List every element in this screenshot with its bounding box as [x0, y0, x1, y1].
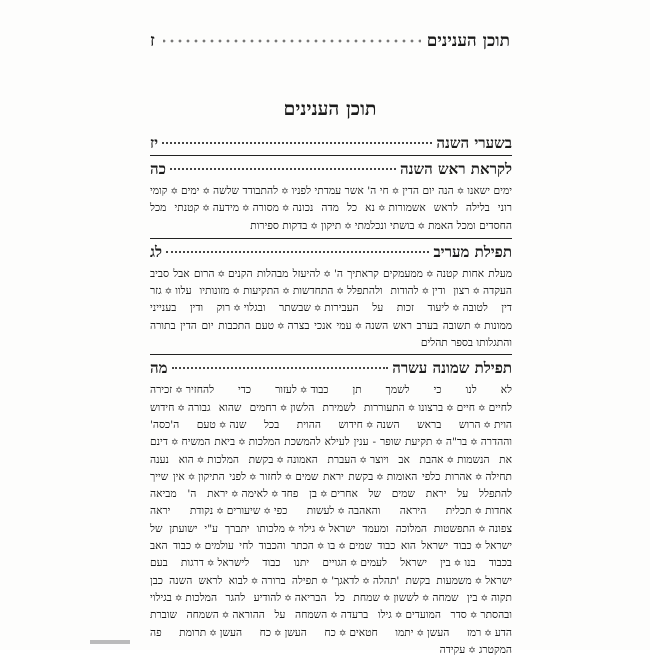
star-separator-icon: ✡ — [299, 386, 308, 397]
star-separator-icon: ✡ — [362, 576, 370, 587]
star-separator-icon: ✡ — [421, 287, 430, 298]
page-number: ז — [150, 31, 155, 51]
toc-entry — [150, 155, 512, 181]
star-separator-icon: ✡ — [344, 221, 352, 232]
toc-subtopic: תקיעת שופר - ענין לעילא להמשכת המלכות — [248, 436, 433, 449]
star-separator-icon: ✡ — [425, 269, 434, 280]
toc-subtopic: עמי אנכי בצרה — [287, 319, 352, 332]
running-header — [150, 30, 510, 52]
toc-subtopic: התעוררות לשמירת הלשון — [290, 401, 405, 414]
toc-entry-title: תפילת שמונה עשרה — [392, 359, 512, 378]
star-separator-icon: ✡ — [316, 542, 325, 553]
star-separator-icon: ✡ — [365, 420, 374, 431]
star-separator-icon: ✡ — [336, 287, 344, 298]
star-separator-icon: ✡ — [233, 304, 241, 315]
toc-subtopic: בגילוי ובהסתר — [150, 591, 512, 622]
toc-subtopic: כח העשן — [284, 626, 336, 639]
star-separator-icon: ✡ — [281, 204, 290, 215]
toc-subtopic: בקשת המלכות — [207, 453, 274, 466]
star-separator-icon: ✡ — [318, 524, 326, 535]
star-separator-icon: ✡ — [282, 287, 290, 298]
dot-leader — [170, 168, 396, 170]
toc-subtopic: בין ישראל לעמים — [360, 557, 451, 570]
toc-subtopic: התחדשות — [292, 285, 334, 298]
toc-subtopic: לאימה — [241, 488, 268, 501]
toc-subtopic: משמעות בקשת 'תהלה — [372, 574, 472, 587]
star-separator-icon: ✡ — [456, 187, 465, 197]
star-separator-icon: ✡ — [421, 593, 430, 604]
toc-subtopic: זכירה לחיים — [150, 384, 512, 414]
toc-subtopic: לא לנו כי לשמך תן כבוד — [310, 384, 513, 397]
toc-subtopic: גילו ברעדה — [340, 609, 392, 622]
star-separator-icon: ✡ — [376, 472, 384, 483]
toc-subtopic: כבוד ישראל הוא כבוד שמים — [348, 540, 472, 553]
toc-subtopic: הגויים יתנו כבוד לישראל — [217, 557, 347, 570]
star-separator-icon: ✡ — [287, 524, 296, 535]
toc-subtopic: לחזור — [259, 470, 282, 483]
toc-entry-title: תפילת מעריב — [433, 242, 512, 261]
star-separator-icon: ✡ — [474, 507, 483, 518]
toc-subtopic: נא כל מדה נכונה — [292, 202, 375, 215]
star-separator-icon: ✡ — [320, 490, 328, 501]
toc-subtopic: ביאת המשיח — [181, 436, 236, 449]
star-separator-icon: ✡ — [474, 576, 483, 587]
toc-subtopic: מידעה — [212, 202, 240, 215]
star-separator-icon: ✡ — [276, 455, 284, 466]
toc-subtopics — [150, 380, 512, 662]
toc-subtopic: לפני התיקון — [198, 470, 247, 483]
star-separator-icon: ✡ — [270, 490, 279, 501]
toc-subtopic: ליעוד זכות על העבירות — [324, 302, 450, 315]
star-separator-icon: ✡ — [250, 576, 259, 587]
toc-subtopic: עקידה — [439, 643, 466, 656]
toc-subtopic: רוק ודין בענייני ממונות — [150, 302, 513, 332]
star-separator-icon: ✡ — [338, 542, 346, 553]
toc-subtopic: גזר דין לטובה — [150, 285, 512, 315]
star-separator-icon: ✡ — [391, 187, 400, 197]
toc-subtopic: הרוש בראש השנה — [376, 418, 481, 431]
star-separator-icon: ✡ — [320, 576, 329, 587]
star-separator-icon: ✡ — [474, 472, 483, 483]
toc-subtopic: ממעמקים קראתיך ה' — [333, 267, 423, 280]
table-of-contents — [150, 128, 512, 662]
star-separator-icon: ✡ — [196, 455, 205, 466]
toc-subtopic: לעשות כפי — [273, 505, 335, 518]
star-separator-icon: ✡ — [177, 403, 185, 414]
star-separator-icon: ✡ — [483, 420, 491, 431]
toc-entry-page: יז — [150, 134, 159, 152]
star-separator-icon: ✡ — [216, 507, 224, 518]
star-separator-icon: ✡ — [218, 420, 227, 431]
star-separator-icon: ✡ — [230, 490, 239, 501]
toc-subtopic: אין שייך להתפלל על יראת שמים של אחרים — [150, 470, 513, 501]
toc-subtopic: לבוא לראש השנה כבן תקוה — [150, 574, 512, 604]
toc-subtopic: הוא נענה תחילה — [150, 453, 512, 483]
star-separator-icon: ✡ — [206, 559, 215, 570]
toc-entry-page: כה — [150, 160, 166, 178]
star-separator-icon: ✡ — [217, 269, 226, 280]
star-separator-icon: ✡ — [478, 524, 486, 535]
toc-subtopic: הרום אבל סביב העקדה — [150, 267, 512, 298]
toc-subtopic: מסורה — [252, 202, 279, 215]
toc-entry-title: בשערי השנה — [436, 134, 512, 152]
toc-subtopic: רמז העשן — [427, 626, 482, 639]
star-separator-icon: ✡ — [338, 628, 347, 639]
star-separator-icon: ✡ — [337, 507, 345, 518]
star-separator-icon: ✡ — [349, 559, 358, 570]
toc-subtopic: נקודת יראה צפונה — [150, 505, 512, 535]
toc-entry — [150, 128, 512, 155]
toc-subtopic: מלכותו יתברך ע"י ישועתן של ישראל — [150, 522, 512, 553]
toc-subtopic: כבוד האב בכבוד בנו — [150, 540, 513, 570]
toc-subtopic: קומי רוני בלילה לראש אשמורות — [150, 185, 512, 215]
star-separator-icon: ✡ — [435, 438, 443, 449]
star-separator-icon: ✡ — [249, 472, 257, 483]
star-separator-icon: ✡ — [474, 542, 483, 553]
toc-entry-page: מה — [150, 359, 168, 378]
toc-subtopics — [150, 264, 512, 354]
star-separator-icon: ✡ — [354, 321, 363, 332]
toc-subtopic: התפשטות המלוכה ומעמד ישראל — [328, 522, 476, 535]
toc-subtopic: הנה יום הדין — [402, 185, 454, 197]
star-separator-icon: ✡ — [221, 611, 230, 622]
toc-subtopic: ימים — [180, 185, 200, 197]
star-separator-icon: ✡ — [382, 593, 391, 604]
star-separator-icon: ✡ — [274, 628, 282, 639]
toc-subtopic: דרגות בעם ישראל — [150, 557, 512, 587]
star-separator-icon: ✡ — [323, 269, 331, 280]
toc-subtopic: התקיעות — [243, 285, 280, 298]
star-separator-icon: ✡ — [446, 455, 455, 466]
star-separator-icon: ✡ — [446, 403, 454, 414]
toc-subtopic: רחמים שהוא גבורה — [187, 401, 277, 414]
toc-subtopic: טעם ה'כסה' וההדרה — [150, 418, 512, 449]
toc-entry — [150, 238, 512, 264]
toc-subtopic: בר"ה — [445, 436, 468, 449]
star-separator-icon: ✡ — [469, 611, 478, 622]
toc-subtopic: בדקות ספירות — [250, 219, 308, 232]
star-separator-icon: ✡ — [238, 438, 246, 449]
toc-subtopic: יתמו חטאים — [349, 626, 414, 639]
star-separator-icon: ✡ — [310, 221, 318, 232]
toc-subtopics — [150, 181, 512, 238]
toc-subtopic: העברת האמונה — [286, 453, 357, 466]
toc-entry-page: לג — [150, 242, 162, 261]
star-separator-icon: ✡ — [202, 187, 210, 197]
toc-subtopic: הכתר והכבוד לחי עולמים — [204, 540, 314, 553]
toc-subtopic: תכלית היראה והאהבה — [347, 505, 472, 518]
star-separator-icon: ✡ — [284, 593, 292, 604]
toc-subtopic: שמחת כל הבריאה — [294, 591, 380, 604]
toc-subtopic: לעזור כדי להחזיר — [185, 384, 297, 397]
star-separator-icon: ✡ — [452, 304, 460, 315]
star-separator-icon: ✡ — [232, 287, 241, 298]
toc-subtopic: השמחה שוברת הדע — [150, 609, 512, 639]
toc-subtopic: תרומת פה המקטרג — [150, 626, 512, 656]
star-separator-icon: ✡ — [468, 645, 476, 656]
dot-leader — [166, 251, 429, 253]
star-separator-icon: ✡ — [359, 455, 367, 466]
star-separator-icon: ✡ — [313, 304, 322, 315]
toc-subtopic: כח העשן — [219, 626, 272, 639]
star-separator-icon: ✡ — [263, 507, 271, 518]
toc-entry-title: לקראת ראש השנה — [399, 160, 512, 178]
toc-subtopic: בושתי ונכלמתי — [354, 219, 415, 232]
running-title: תוכן הענינים — [426, 31, 510, 51]
toc-subtopic: שבשתר ובגלוי — [243, 302, 311, 315]
star-separator-icon: ✡ — [170, 187, 178, 197]
toc-subtopic: תשובה בערב ראש השנה — [365, 319, 471, 332]
star-separator-icon: ✡ — [480, 593, 489, 604]
toc-subtopic: בו — [327, 540, 336, 553]
bottom-mark — [90, 640, 130, 644]
toc-subtopic: תיקון — [320, 219, 342, 232]
star-separator-icon: ✡ — [484, 628, 492, 639]
toc-subtopic: חי ה' אשר עמדתי לפניו — [291, 185, 389, 197]
star-separator-icon: ✡ — [175, 386, 183, 397]
toc-subtopic: להודיע להגר המלכות — [185, 591, 282, 604]
dot-leader — [172, 367, 389, 369]
star-separator-icon: ✡ — [209, 628, 217, 639]
star-separator-icon: ✡ — [330, 611, 338, 622]
toc-subtopic: קטנתי מכל החסדים ומכל האמת — [150, 202, 512, 232]
toc-subtopic: מעלת אחות קטנה — [436, 267, 512, 280]
star-separator-icon: ✡ — [417, 221, 426, 232]
toc-subtopic: חידוש הוית — [150, 401, 513, 431]
star-separator-icon: ✡ — [407, 403, 416, 414]
dot-leader — [162, 142, 432, 144]
star-separator-icon: ✡ — [470, 438, 478, 449]
toc-subtopic: לששון — [393, 591, 419, 604]
toc-subtopic: דינם את הנשמות — [150, 436, 512, 466]
star-separator-icon: ✡ — [242, 204, 250, 215]
toc-subtopic: בקשת יראת שמים — [295, 470, 374, 483]
toc-subtopic: גילוי — [298, 522, 316, 535]
star-separator-icon: ✡ — [174, 593, 183, 604]
toc-subtopic: חידוש ההוית בכל שנה — [229, 418, 363, 431]
toc-subtopic: להיעזל מבהלות הקנים — [228, 267, 321, 280]
toc-heading: תוכן הענינים — [283, 98, 377, 120]
toc-subtopic: אהרות כלפי האומות — [386, 470, 472, 483]
star-separator-icon: ✡ — [202, 204, 210, 215]
star-separator-icon: ✡ — [194, 542, 202, 553]
ornament-divider — [163, 36, 421, 46]
star-separator-icon: ✡ — [416, 628, 425, 639]
star-separator-icon: ✡ — [164, 287, 173, 298]
toc-subtopic: מזונותיו עלוו — [175, 285, 230, 298]
toc-subtopic: בן פחד — [281, 488, 318, 501]
toc-subtopic: תפילה ברורה — [261, 574, 318, 587]
toc-subtopic: ימים ישאנו — [467, 185, 513, 197]
star-separator-icon: ✡ — [394, 611, 403, 622]
toc-subtopic: אהבת אב ויוצר — [369, 453, 444, 466]
toc-subtopic: טעם התכבות יום הדין בתורה והתגלותו בספר תהלים — [150, 319, 512, 350]
star-separator-icon: ✡ — [281, 187, 289, 197]
star-separator-icon: ✡ — [473, 321, 482, 332]
toc-subtopic: לדאגך' — [331, 574, 360, 587]
star-separator-icon: ✡ — [279, 403, 288, 414]
toc-subtopic: להתבודד שלשה — [212, 185, 279, 197]
toc-subtopic: שיעורים — [226, 505, 261, 518]
toc-subtopic: רצון ודין — [432, 285, 470, 298]
toc-entry — [150, 354, 512, 380]
toc-subtopic: חיים — [456, 401, 476, 414]
toc-subtopic: להודות ולהתפלל — [346, 285, 419, 298]
toc-subtopic: בין שמחה — [432, 591, 478, 604]
star-separator-icon: ✡ — [187, 472, 196, 483]
star-separator-icon: ✡ — [276, 321, 285, 332]
toc-subtopic: יראת ה' מביאה אחדות — [150, 488, 512, 518]
star-separator-icon: ✡ — [472, 287, 481, 298]
toc-subtopic: סדר המועדים — [405, 609, 467, 622]
star-separator-icon: ✡ — [284, 472, 293, 483]
toc-subtopic: ברצונו — [418, 401, 444, 414]
star-separator-icon: ✡ — [453, 559, 462, 570]
star-separator-icon: ✡ — [478, 403, 486, 414]
star-separator-icon: ✡ — [377, 204, 386, 215]
star-separator-icon: ✡ — [170, 438, 179, 449]
toc-subtopic: השמחה על ההוראה — [232, 609, 328, 622]
